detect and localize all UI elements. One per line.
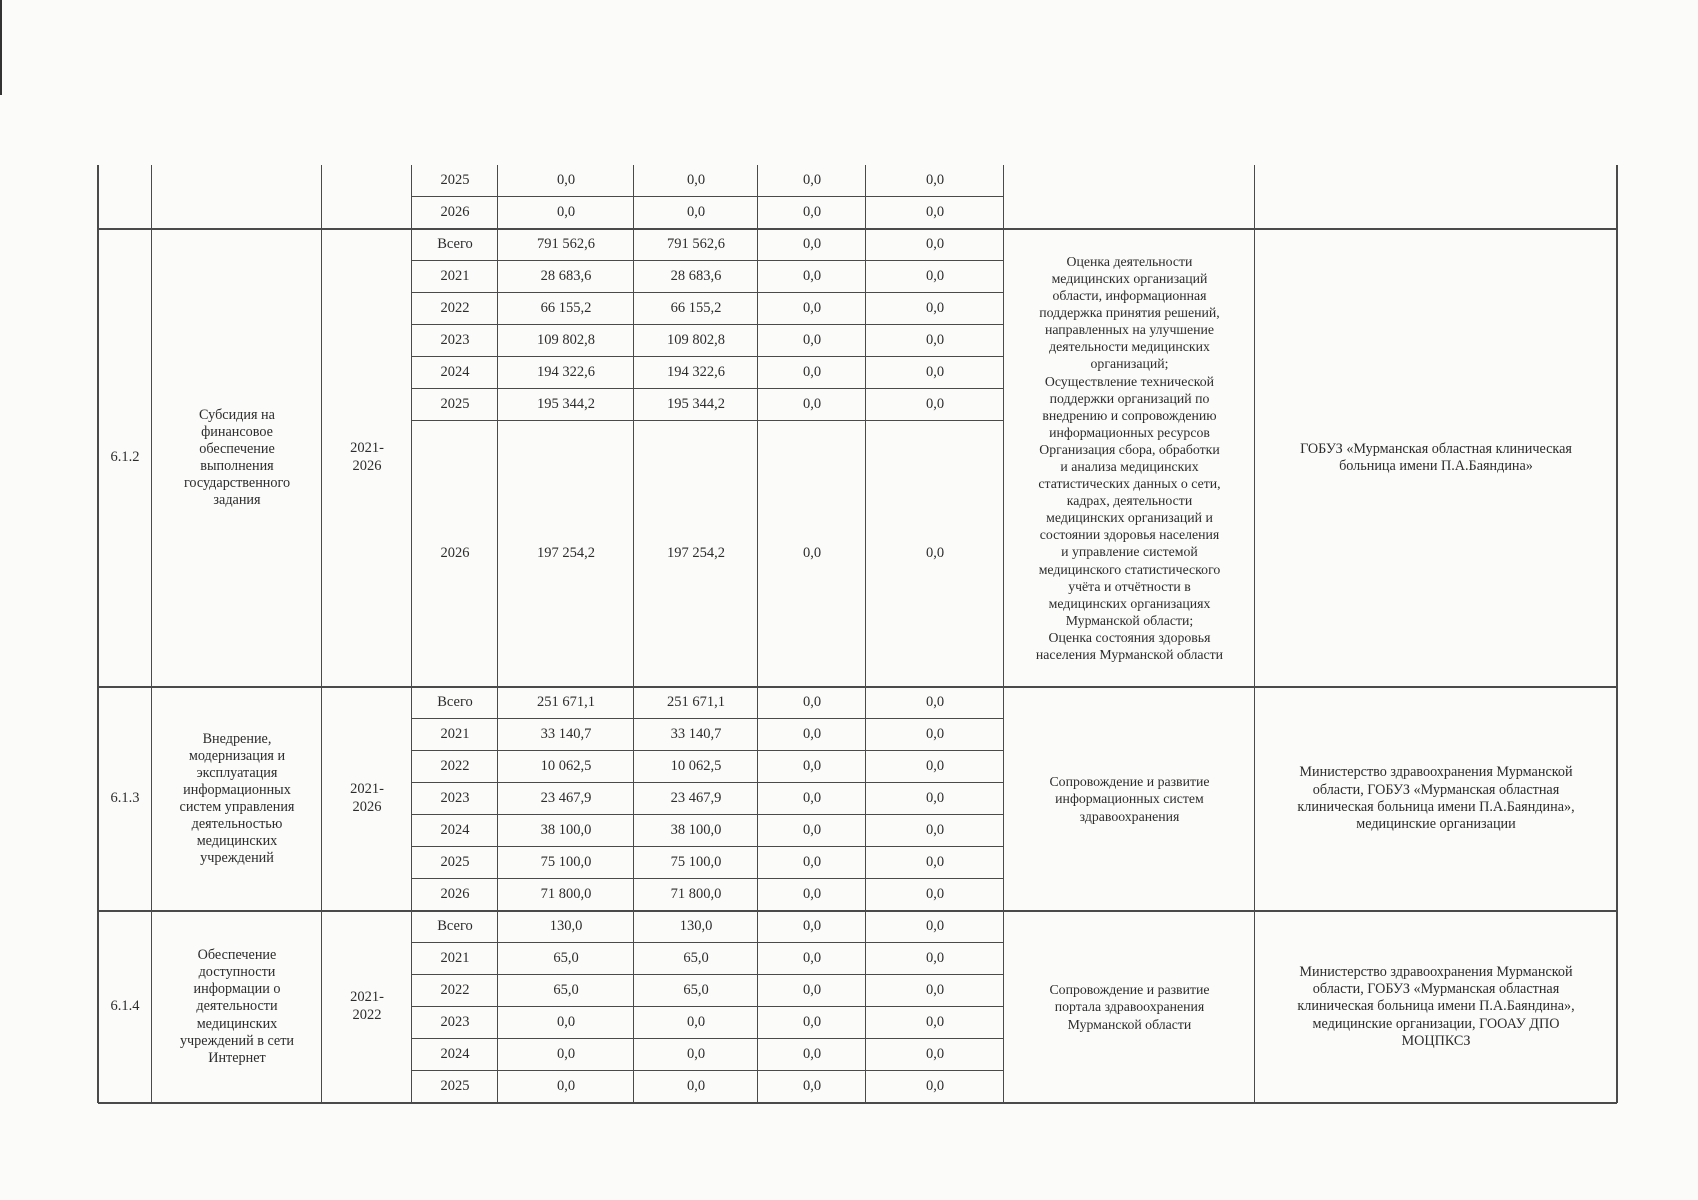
item-description: Сопровождение и развитие информационных систем здравоохранения bbox=[1049, 774, 1210, 824]
amount-cell: 0,0 bbox=[802, 172, 822, 189]
item-description: Сопровождение и развитие портала здравоохранения Мурманской области bbox=[1049, 982, 1210, 1032]
amount-cell: 251 671,1 bbox=[667, 694, 725, 711]
year-cell: 2021 bbox=[440, 268, 470, 285]
amount-cell: 28 683,6 bbox=[670, 268, 722, 285]
year-cell: 2025 bbox=[440, 396, 470, 413]
amount-cell: 0,0 bbox=[925, 726, 945, 743]
amount-cell: 0,0 bbox=[802, 854, 822, 871]
year-cell: 2024 bbox=[440, 822, 470, 839]
column-line bbox=[1254, 165, 1255, 1103]
amount-cell: 130,0 bbox=[549, 918, 583, 935]
column-line bbox=[633, 165, 634, 1103]
amount-cell: 0,0 bbox=[925, 694, 945, 711]
year-cell: Всего bbox=[437, 236, 473, 253]
amount-cell: 194 322,6 bbox=[667, 364, 725, 381]
item-responsible: Министерство здравоохранения Мурманской области, ГОБУЗ «Мурманская областная клиническая больница имени П.А.Баяндина», медицинские организации, ГООАУ ДПО МОЦПКСЗ bbox=[1297, 963, 1575, 1049]
amount-cell: 0,0 bbox=[686, 204, 706, 221]
amount-cell: 0,0 bbox=[686, 1014, 706, 1031]
amount-cell: 251 671,1 bbox=[537, 694, 595, 711]
item-period: 2021- 2026 bbox=[350, 781, 384, 815]
year-cell: 2024 bbox=[440, 1046, 470, 1063]
amount-cell: 0,0 bbox=[802, 268, 822, 285]
amount-cell: 65,0 bbox=[553, 950, 579, 967]
amount-cell: 0,0 bbox=[802, 364, 822, 381]
amount-cell: 0,0 bbox=[802, 332, 822, 349]
amount-cell: 65,0 bbox=[553, 982, 579, 999]
amount-cell: 0,0 bbox=[925, 545, 945, 562]
amount-cell: 0,0 bbox=[925, 822, 945, 839]
amount-cell: 38 100,0 bbox=[540, 822, 592, 839]
amount-cell: 130,0 bbox=[679, 918, 713, 935]
amount-cell: 0,0 bbox=[802, 1046, 822, 1063]
amount-cell: 0,0 bbox=[802, 396, 822, 413]
year-cell: 2022 bbox=[440, 982, 470, 999]
amount-cell: 0,0 bbox=[925, 332, 945, 349]
year-cell: 2022 bbox=[440, 300, 470, 317]
amount-cell: 0,0 bbox=[556, 1014, 576, 1031]
column-line bbox=[865, 165, 866, 1103]
amount-cell: 197 254,2 bbox=[537, 545, 595, 562]
amount-cell: 66 155,2 bbox=[540, 300, 592, 317]
amount-cell: 0,0 bbox=[802, 236, 822, 253]
column-line bbox=[497, 165, 498, 1103]
amount-cell: 0,0 bbox=[925, 1078, 945, 1095]
amount-cell: 65,0 bbox=[683, 982, 709, 999]
amount-cell: 0,0 bbox=[925, 300, 945, 317]
amount-cell: 33 140,7 bbox=[540, 726, 592, 743]
amount-cell: 71 800,0 bbox=[670, 886, 722, 903]
year-cell: 2023 bbox=[440, 790, 470, 807]
item-name: Субсидия на финансовое обеспечение выполнения государственного задания bbox=[183, 406, 291, 509]
column-line bbox=[1003, 165, 1004, 1103]
amount-cell: 10 062,5 bbox=[670, 758, 722, 775]
amount-cell: 0,0 bbox=[686, 172, 706, 189]
year-cell: 2023 bbox=[440, 332, 470, 349]
year-cell: 2026 bbox=[440, 886, 470, 903]
amount-cell: 0,0 bbox=[925, 364, 945, 381]
amount-cell: 791 562,6 bbox=[537, 236, 595, 253]
amount-cell: 0,0 bbox=[925, 854, 945, 871]
amount-cell: 0,0 bbox=[925, 1014, 945, 1031]
column-line bbox=[1616, 165, 1618, 1103]
item-name: Внедрение, модернизация и эксплуатация информационных систем управления деятельностью медицинских учреждений bbox=[179, 730, 295, 867]
item-number: 6.1.2 bbox=[110, 449, 140, 466]
item-period: 2021- 2026 bbox=[350, 440, 384, 474]
amount-cell: 0,0 bbox=[925, 950, 945, 967]
amount-cell: 791 562,6 bbox=[667, 236, 725, 253]
amount-cell: 0,0 bbox=[925, 758, 945, 775]
amount-cell: 195 344,2 bbox=[537, 396, 595, 413]
amount-cell: 66 155,2 bbox=[670, 300, 722, 317]
year-cell: 2025 bbox=[440, 172, 470, 189]
amount-cell: 0,0 bbox=[802, 1014, 822, 1031]
amount-cell: 0,0 bbox=[802, 726, 822, 743]
table-bottom-border bbox=[98, 1102, 1617, 1104]
amount-cell: 0,0 bbox=[802, 300, 822, 317]
year-cell: 2026 bbox=[440, 204, 470, 221]
amount-cell: 0,0 bbox=[556, 1046, 576, 1063]
amount-cell: 0,0 bbox=[802, 918, 822, 935]
amount-cell: 0,0 bbox=[686, 1078, 706, 1095]
amount-cell: 0,0 bbox=[925, 236, 945, 253]
amount-cell: 195 344,2 bbox=[667, 396, 725, 413]
year-cell: 2021 bbox=[440, 726, 470, 743]
item-period: 2021- 2022 bbox=[350, 989, 384, 1023]
amount-cell: 109 802,8 bbox=[537, 332, 595, 349]
amount-cell: 0,0 bbox=[925, 1046, 945, 1063]
amount-cell: 75 100,0 bbox=[540, 854, 592, 871]
amount-cell: 0,0 bbox=[802, 204, 822, 221]
amount-cell: 0,0 bbox=[802, 886, 822, 903]
amount-cell: 38 100,0 bbox=[670, 822, 722, 839]
year-cell: 2022 bbox=[440, 758, 470, 775]
amount-cell: 0,0 bbox=[556, 172, 576, 189]
amount-cell: 0,0 bbox=[556, 204, 576, 221]
amount-cell: 0,0 bbox=[802, 822, 822, 839]
amount-cell: 10 062,5 bbox=[540, 758, 592, 775]
scan-edge bbox=[0, 0, 2, 95]
amount-cell: 0,0 bbox=[925, 982, 945, 999]
item-responsible: ГОБУЗ «Мурманская областная клиническая больница имени П.А.Баяндина» bbox=[1300, 440, 1572, 474]
amount-cell: 0,0 bbox=[556, 1078, 576, 1095]
item-responsible: Министерство здравоохранения Мурманской области, ГОБУЗ «Мурманская областная клиническая больница имени П.А.Баяндина», медицинские организации bbox=[1297, 764, 1575, 833]
item-number: 6.1.3 bbox=[110, 790, 140, 807]
amount-cell: 0,0 bbox=[686, 1046, 706, 1063]
amount-cell: 0,0 bbox=[925, 268, 945, 285]
item-number: 6.1.4 bbox=[110, 998, 140, 1015]
amount-cell: 65,0 bbox=[683, 950, 709, 967]
amount-cell: 0,0 bbox=[925, 172, 945, 189]
amount-cell: 28 683,6 bbox=[540, 268, 592, 285]
amount-cell: 75 100,0 bbox=[670, 854, 722, 871]
item-name: Обеспечение доступности информации о деятельности медицинских учреждений в сети Интернет bbox=[179, 947, 295, 1066]
amount-cell: 0,0 bbox=[802, 694, 822, 711]
amount-cell: 0,0 bbox=[802, 982, 822, 999]
amount-cell: 0,0 bbox=[802, 950, 822, 967]
year-cell: 2025 bbox=[440, 1078, 470, 1095]
item-description: Оценка деятельности медицинских организаций области, информационная поддержка принятия решений, направленных на улучшение деятельности медицинских организаций; Осуществление технической поддержки организаций по внедрению и сопровождению информационных ресурсов Организация сбора, обработки и анализа медицинских статистических данных о сети, кадрах, деятельности медицинских организаций и состоянии здоровья населения и управление системой медицинского статистического учёта и отчётности в медицинских организациях Мурманской области; Оценка состояния здоровья населения Мурманской области bbox=[1035, 253, 1224, 663]
year-cell: Всего bbox=[437, 694, 473, 711]
amount-cell: 33 140,7 bbox=[670, 726, 722, 743]
year-cell: 2026 bbox=[440, 545, 470, 562]
amount-cell: 23 467,9 bbox=[540, 790, 592, 807]
amount-cell: 0,0 bbox=[925, 204, 945, 221]
year-cell: Всего bbox=[437, 918, 473, 935]
amount-cell: 23 467,9 bbox=[670, 790, 722, 807]
amount-cell: 0,0 bbox=[802, 545, 822, 562]
column-line bbox=[757, 165, 758, 1103]
year-cell: 2024 bbox=[440, 364, 470, 381]
amount-cell: 109 802,8 bbox=[667, 332, 725, 349]
amount-cell: 0,0 bbox=[925, 790, 945, 807]
column-line bbox=[151, 165, 152, 1103]
amount-cell: 0,0 bbox=[925, 396, 945, 413]
column-line bbox=[97, 165, 99, 1103]
year-cell: 2025 bbox=[440, 854, 470, 871]
amount-cell: 0,0 bbox=[802, 790, 822, 807]
column-line bbox=[411, 165, 412, 1103]
amount-cell: 71 800,0 bbox=[540, 886, 592, 903]
amount-cell: 194 322,6 bbox=[537, 364, 595, 381]
amount-cell: 197 254,2 bbox=[667, 545, 725, 562]
year-cell: 2023 bbox=[440, 1014, 470, 1031]
column-line bbox=[321, 165, 322, 1103]
amount-cell: 0,0 bbox=[802, 758, 822, 775]
amount-cell: 0,0 bbox=[802, 1078, 822, 1095]
year-cell: 2021 bbox=[440, 950, 470, 967]
amount-cell: 0,0 bbox=[925, 886, 945, 903]
amount-cell: 0,0 bbox=[925, 918, 945, 935]
